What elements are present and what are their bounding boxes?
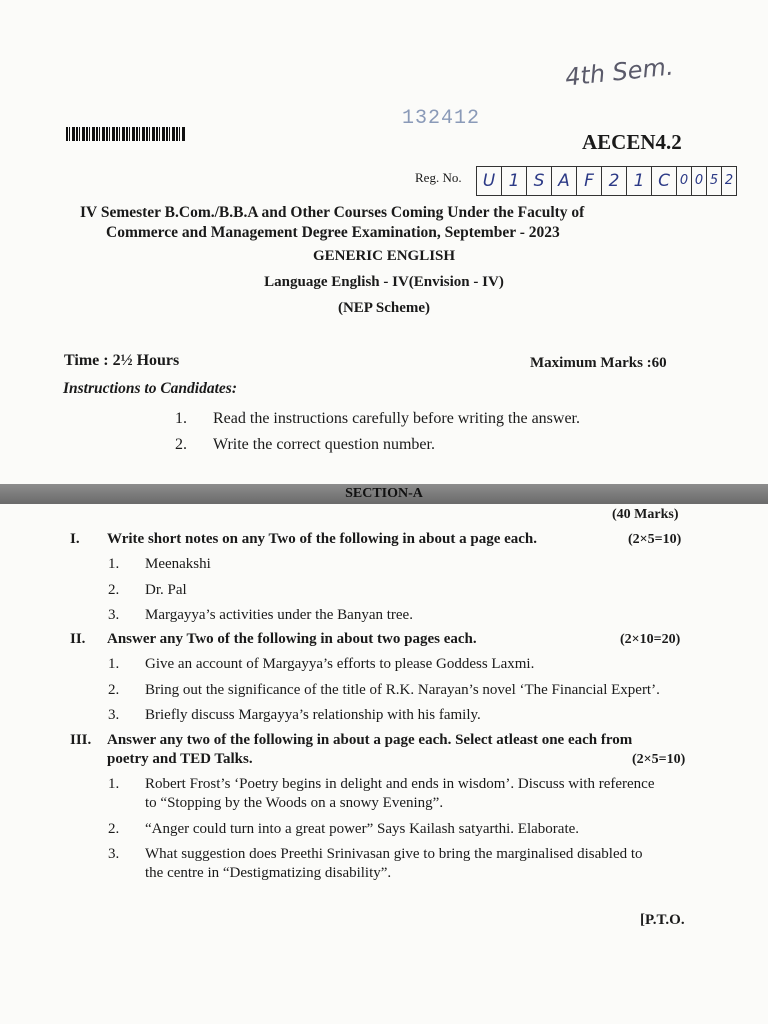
item-number: 2. [108, 821, 120, 837]
item-text: Briefly discuss Margayya’s relationship with his family. [145, 707, 481, 723]
item-number: 3. [108, 607, 120, 623]
reg-char: 1 [502, 167, 527, 195]
section-marks: (40 Marks) [612, 507, 679, 522]
instruction-text: Read the instructions carefully before writing the answer. [213, 410, 580, 427]
item-text-line1: “Anger could turn into a great power” Says Kailash satyarthi. Elaborate. [145, 821, 580, 837]
reg-char: 2 [724, 173, 734, 188]
question-marks: (2×5=10) [628, 532, 682, 547]
reg-no-label: Reg. No. [415, 170, 462, 185]
exam-header-line2: Commerce and Management Degree Examination, September - 2023 [106, 224, 560, 241]
item-number: 3. [108, 846, 120, 862]
item-number: 1. [108, 656, 120, 672]
barcode [66, 127, 186, 141]
subject-title: GENERIC ENGLISH [312, 248, 456, 264]
paper-code: AECEN4.2 [582, 130, 682, 154]
item-text: Bring out the significance of the title of R.K. Narayan’s novel ‘The Financial Expert’. [145, 682, 660, 698]
item-number: 3. [108, 707, 120, 723]
question-marks: (2×5=10) [632, 752, 686, 767]
reg-char: 0 [692, 167, 707, 195]
question-number: III. [70, 732, 92, 748]
stamp-number: 132412 [402, 107, 481, 130]
section-title: SECTION-A [345, 486, 423, 501]
item-text: Margayya’s activities under the Banyan tree. [145, 607, 413, 623]
item-text: Meenakshi [145, 556, 211, 572]
time-allowed: Time : 2½ Hours [64, 352, 180, 369]
item-text: Dr. Pal [145, 582, 187, 598]
item-text-line1: Robert Frost’s ‘Poetry begins in delight and ends in wisdom’. Discuss with reference [145, 776, 655, 792]
handwritten-semester-note: 4th Sem. [563, 52, 675, 92]
reg-no-boxes [476, 166, 737, 196]
question-marks: (2×10=20) [620, 632, 681, 647]
item-text-line1: What suggestion does Preethi Srinivasan give to bring the marginalised disabled to [145, 846, 643, 862]
maximum-marks: Maximum Marks :60 [530, 355, 667, 371]
reg-char: 0 [677, 167, 692, 195]
question-text-line1: Answer any two of the following in about a page each. Select atleast one each from [107, 732, 633, 748]
reg-char: C [652, 167, 677, 195]
item-text-line2: to “Stopping by the Woods on a snowy Evening”. [145, 795, 444, 811]
language-title: Language English - IV(Envision - IV) [264, 274, 504, 290]
section-a-bar [0, 484, 768, 504]
question-text: Write short notes on any Two of the following in about a page each. [107, 531, 538, 547]
reg-char: S [527, 167, 552, 195]
reg-char: 2 [602, 167, 627, 195]
item-number: 1. [108, 776, 120, 792]
reg-char: A [552, 167, 577, 195]
instruction-number: 1. [175, 410, 187, 427]
reg-char: 1 [627, 167, 652, 195]
question-text-line2: poetry and TED Talks. [107, 751, 253, 767]
reg-char: F [577, 167, 602, 195]
exam-header-line1: IV Semester B.Com./B.B.A and Other Courses Coming Under the Faculty of [80, 204, 585, 221]
question-text: Answer any Two of the following in about two pages each. [107, 631, 477, 647]
instruction-text: Write the correct question number. [213, 436, 435, 453]
question-number: II. [70, 631, 86, 647]
item-text: Give an account of Margayya’s efforts to please Goddess Laxmi. [145, 656, 535, 672]
item-text-line2: the centre in “Destigmatizing disability”. [145, 865, 392, 881]
please-turn-over: [P.T.O. [640, 912, 685, 928]
item-number: 2. [108, 582, 120, 598]
instruction-number: 2. [175, 436, 187, 453]
question-number: I. [70, 531, 80, 547]
reg-char: 5 [707, 167, 722, 195]
instructions-title: Instructions to Candidates: [63, 380, 237, 397]
item-number: 2. [108, 682, 120, 698]
scheme-title: (NEP Scheme) [337, 300, 431, 316]
item-number: 1. [108, 556, 120, 572]
reg-char: U [477, 167, 502, 195]
